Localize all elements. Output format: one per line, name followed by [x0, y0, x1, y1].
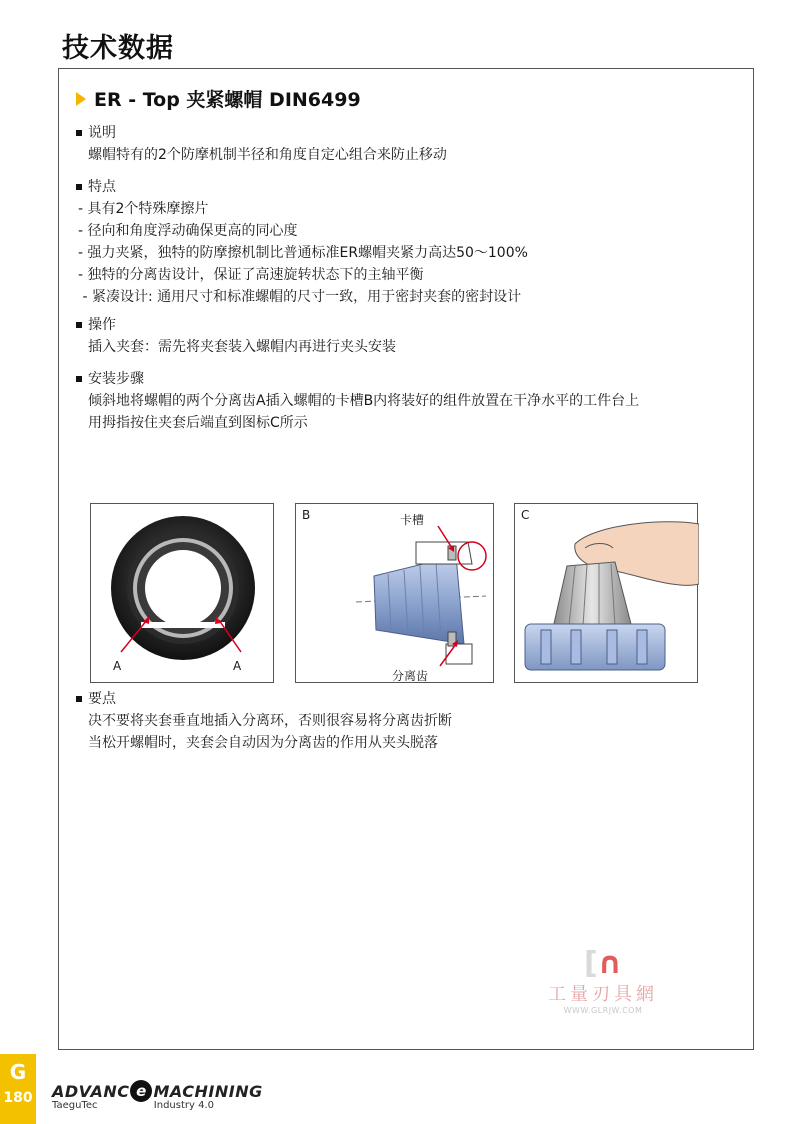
- brand-left: ADVANC: [52, 1081, 130, 1101]
- brand-sub-left: TaeguTec: [52, 1100, 98, 1111]
- brand-logo: [52, 1080, 263, 1111]
- label-separation-tooth: 分离齿: [392, 669, 429, 683]
- watermark-cn: 工量刃具網: [548, 984, 658, 1005]
- operation-line: 插入夹套：需先将夹套装入螺帽内再进行夹头安装: [88, 339, 396, 355]
- feature-line: - 强力夹紧，独特的防摩擦机制比普通标准ER螺帽夹紧力高达50～100%: [78, 245, 528, 261]
- description-line: 螺帽特有的2个防摩机制半径和角度自定心组合来防止移动: [88, 147, 447, 163]
- section-heading: [76, 85, 361, 112]
- operation-block: [76, 314, 396, 358]
- figure-c: [514, 503, 698, 683]
- bullet-square-icon: [76, 376, 82, 382]
- collet-cross-section-illustration: [296, 504, 495, 684]
- watermark-url: WWW.GLRJW.COM: [563, 1006, 643, 1015]
- feature-line: - 紧凑设计: 通用尺寸和标准螺帽的尺寸一致，用于密封夹套的密封设计: [78, 289, 522, 305]
- label-slot: 卡槽: [400, 513, 425, 527]
- install-line: 倾斜地将螺帽的两个分离齿A插入螺帽的卡槽B内将装好的组件放置在干净水平的工件台上: [88, 393, 640, 409]
- note-line: 当松开螺帽时，夹套会自动因为分离齿的作用从夹头脱落: [88, 735, 438, 751]
- install-line: 用拇指按住夹套后端直到图标C所示: [88, 415, 308, 431]
- page-title: 技术数据: [62, 33, 174, 64]
- notes-head: 要点: [88, 691, 116, 707]
- feature-line: - 独特的分离齿设计，保证了高速旋转状态下的主轴平衡: [78, 267, 424, 283]
- thumb-press-illustration: [515, 504, 699, 684]
- figure-a: [90, 503, 274, 683]
- notes-block: [76, 688, 452, 754]
- figure-b: [295, 503, 494, 683]
- label-a-right: A: [233, 659, 242, 673]
- install-head: 安装步骤: [88, 371, 144, 387]
- note-line: 决不要将夹套垂直地插入分离环，否则很容易将分离齿折断: [88, 713, 452, 729]
- bullet-square-icon: [76, 184, 82, 190]
- brand-right: MACHINING: [153, 1081, 263, 1101]
- chapter-letter: G: [9, 1060, 27, 1084]
- description-head: 说明: [88, 125, 116, 141]
- bullet-square-icon: [76, 322, 82, 328]
- feature-line: - 径向和角度浮动确保更高的同心度: [78, 223, 298, 239]
- yellow-triangle-icon: [76, 92, 86, 106]
- chapter-tab: [0, 1054, 36, 1124]
- label-a-left: A: [113, 659, 122, 673]
- description-block: [76, 122, 447, 166]
- figure-c-letter: C: [521, 508, 530, 522]
- install-block: [76, 368, 639, 434]
- watermark-logo-icon: [∩: [583, 946, 623, 981]
- brand-e-badge: e: [130, 1080, 152, 1102]
- features-block: [76, 176, 528, 308]
- watermark: [538, 948, 668, 1015]
- bullet-square-icon: [76, 130, 82, 136]
- features-head: 特点: [88, 179, 116, 195]
- page-number: 180: [3, 1090, 33, 1106]
- operation-head: 操作: [88, 317, 116, 333]
- brand-sub-right: Industry 4.0: [153, 1100, 214, 1111]
- feature-line: - 具有2个特殊摩擦片: [78, 201, 209, 217]
- figure-b-letter: B: [302, 508, 311, 522]
- section-title: ER - Top 夹紧螺帽 DIN6499: [94, 89, 361, 111]
- ring-nut-illustration: [91, 504, 275, 684]
- bullet-square-icon: [76, 696, 82, 702]
